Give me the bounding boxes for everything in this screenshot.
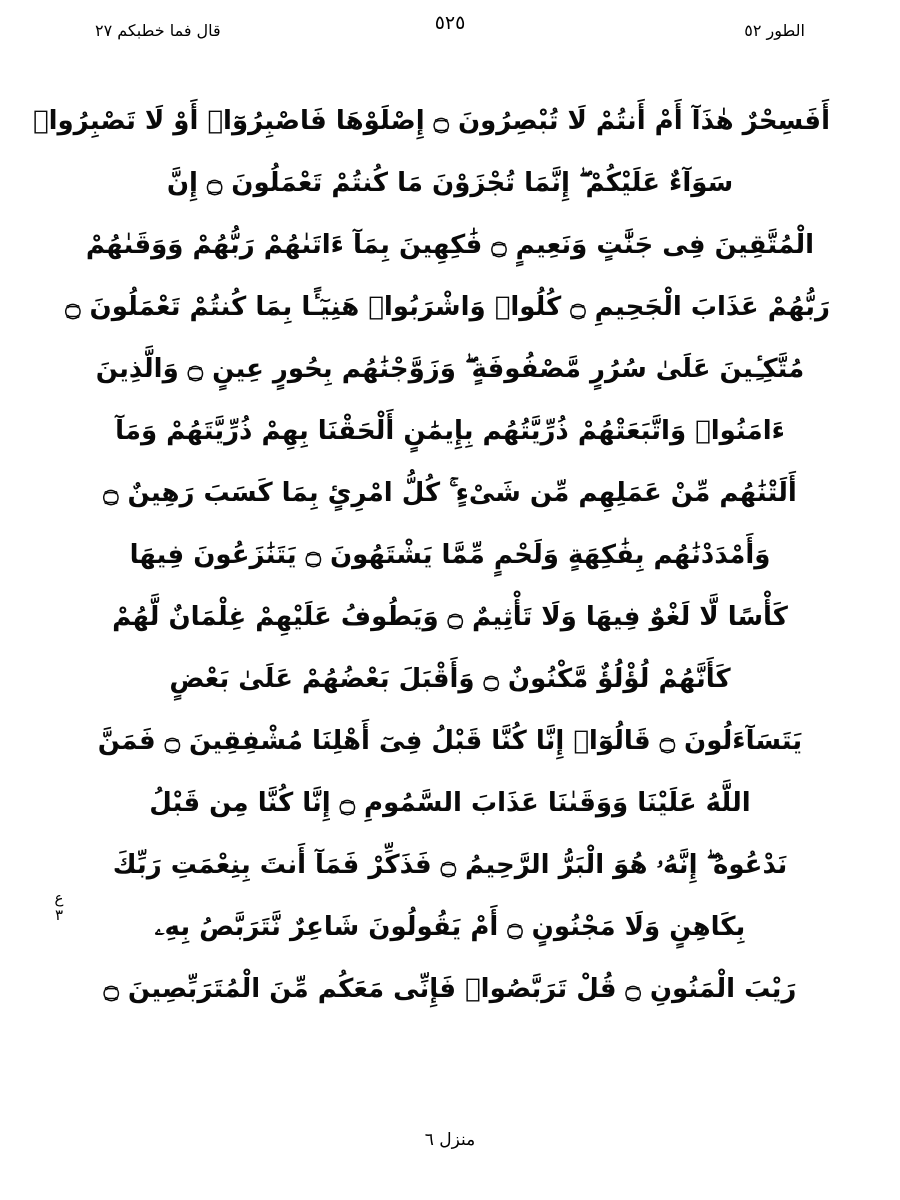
juz-name-marker: قال فما خطبكم ٢٧ bbox=[95, 21, 221, 41]
ayah-line: بِكَاهِنٍ وَلَا مَجْنُونٍ ۝ أَمْ يَقُولُونَ شَاعِرٌ نَّتَرَبَّصُ بِهِۦ bbox=[154, 912, 746, 942]
ayah-line: يَتَسَآءَلُونَ ۝ قَالُوٓا۟ إِنَّا كُنَّا قَبْلُ فِىٓ أَهْلِنَا مُشْفِقِينَ ۝ فَمَنَّ bbox=[97, 726, 803, 756]
ayah-lines bbox=[33, 90, 830, 1020]
ayah-line: مُتَّكِـِٔينَ عَلَىٰ سُرُرٍ مَّصْفُوفَةٍ ۖ وَزَوَّجْنَٰهُم بِحُورٍ عِينٍ ۝ وَالَّذِينَ bbox=[95, 354, 805, 384]
ayah-line: كَأْسًا لَّا لَغْوٌ فِيهَا وَلَا تَأْثِيمٌ ۝ وَيَطُوفُ عَلَيْهِمْ غِلْمَانٌ لَّهُمْ bbox=[112, 602, 788, 632]
ayah-line: كَأَنَّهُمْ لُؤْلُؤٌ مَّكْنُونٌ ۝ وَأَقْبَلَ بَعْضُهُمْ عَلَىٰ بَعْضٍ bbox=[169, 664, 731, 694]
ruku-marker bbox=[46, 890, 72, 924]
ayah-line: وَأَمْدَدْنَٰهُم بِفَٰكِهَةٍ وَلَحْمٍ مِّمَّا يَشْتَهُونَ ۝ يَتَنَٰزَعُونَ فِيهَا bbox=[129, 540, 771, 570]
surah-name-marker: الطور ٥٢ bbox=[744, 21, 805, 41]
ayah-line: رَيْبَ الْمَنُونِ ۝ قُلْ تَرَبَّصُوا۟ فَإِنِّى مَعَكُم مِّنَ الْمُتَرَبِّصِينَ ۝ bbox=[103, 974, 797, 1004]
ruku-marker-number: ٣ bbox=[54, 906, 64, 924]
ayah-line: أَلَتْنَٰهُم مِّنْ عَمَلِهِم مِّن شَىْءٍ ۚ كُلُّ امْرِئٍ بِمَا كَسَبَ رَهِينٌ ۝ bbox=[103, 478, 797, 508]
ruku-marker-letter: ع bbox=[54, 889, 64, 907]
text-frame bbox=[0, 52, 900, 1124]
ayah-line: رَبُّهُمْ عَذَابَ الْجَحِيمِ ۝ كُلُوا۟ وَاشْرَبُوا۟ هَنِيٓـًٔا بِمَا كُنتُمْ تَعْمَلُونَ ۝ bbox=[65, 292, 830, 322]
ayah-line: ءَامَنُوا۟ وَاتَّبَعَتْهُمْ ذُرِّيَّتُهُم بِإِيمَٰنٍ أَلْحَقْنَا بِهِمْ ذُرِّيَّتَهُمْ وَمَآ bbox=[115, 416, 785, 446]
ayah-line: سَوَآءٌ عَلَيْكُمْ ۖ إِنَّمَا تُجْزَوْنَ مَا كُنتُمْ تَعْمَلُونَ ۝ إِنَّ bbox=[166, 168, 734, 198]
ayah-line: اللَّهُ عَلَيْنَا وَوَقَىٰنَا عَذَابَ السَّمُومِ ۝ إِنَّا كُنَّا مِن قَبْلُ bbox=[149, 788, 751, 818]
ayah-line: أَفَسِحْرٌ هٰذَآ أَمْ أَنتُمْ لَا تُبْصِرُونَ ۝ إِصْلَوْهَا فَاصْبِرُوٓا۟ أَوْ لَا تَصْبِرُوا۟ bbox=[33, 106, 830, 136]
ayah-line: الْمُتَّقِينَ فِى جَنَّٰتٍ وَنَعِيمٍ ۝ فَٰكِهِينَ بِمَآ ءَاتَىٰهُمْ رَبُّهُمْ وَوَقَىٰهُمْ bbox=[85, 230, 815, 260]
page-footer bbox=[0, 1124, 900, 1200]
manzil-label: منزل ٦ bbox=[424, 1130, 476, 1150]
page-number: ٥٢٥ bbox=[434, 12, 466, 34]
page-header bbox=[0, 0, 900, 52]
ayah-line: نَدْعُوهُ ۖ إِنَّهُۥ هُوَ الْبَرُّ الرَّحِيمُ ۝ فَذَكِّرْ فَمَآ أَنتَ بِنِعْمَتِ رَبِّكَ bbox=[112, 850, 788, 880]
